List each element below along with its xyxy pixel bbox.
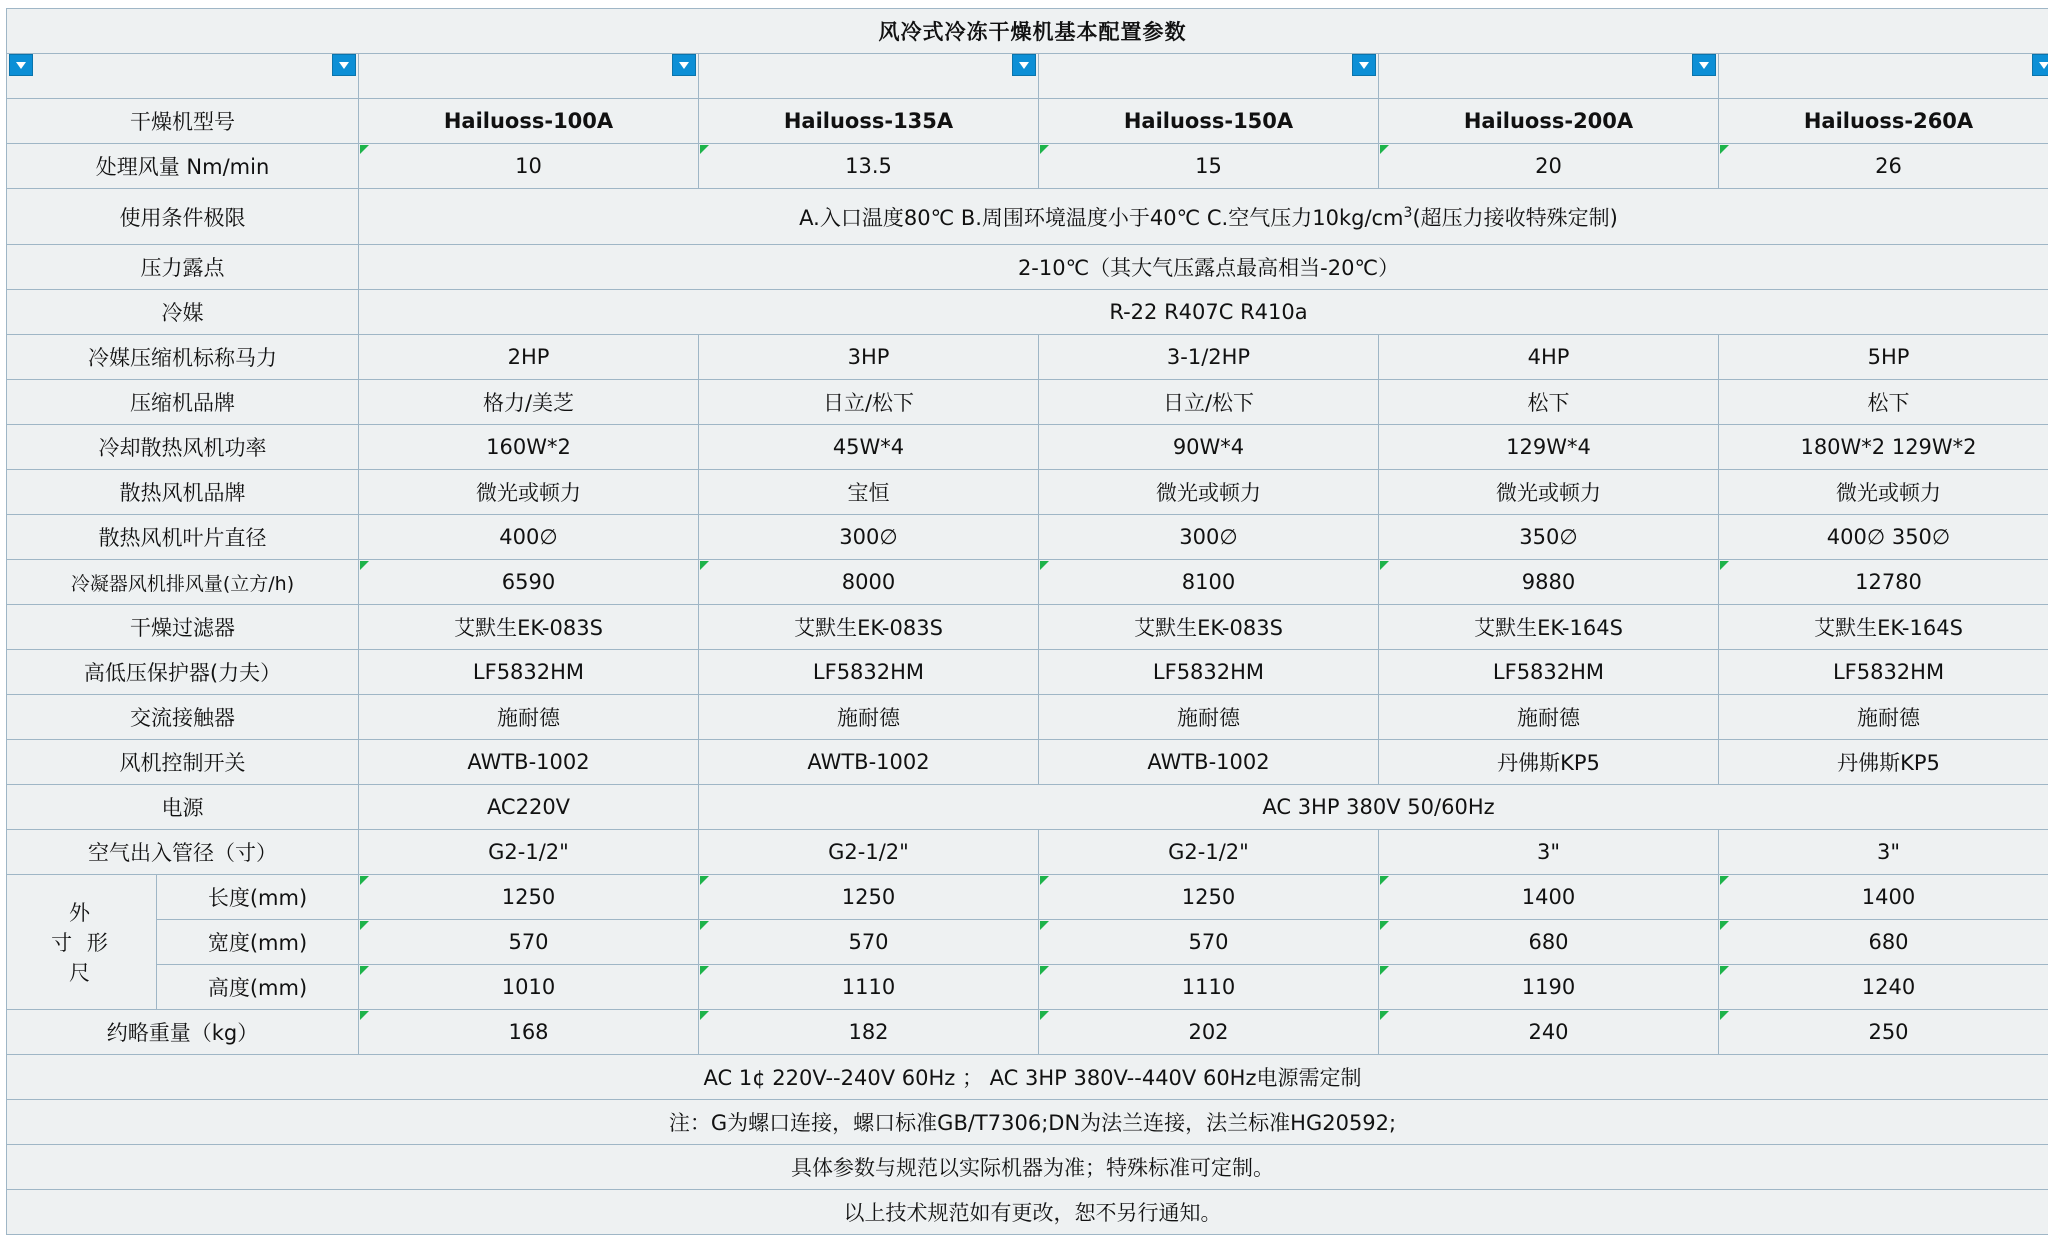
table-cell: LF5832HM — [1379, 650, 1719, 695]
row-label: 冷却散热风机功率 — [7, 425, 359, 470]
cell-marker-icon — [1040, 876, 1049, 885]
cell-marker-icon — [1380, 561, 1389, 570]
table-cell: 施耐德 — [699, 695, 1039, 740]
table-cell: LF5832HM — [1719, 650, 2048, 695]
cell-marker-icon — [360, 145, 369, 154]
table-cell — [699, 1010, 1039, 1055]
dimension-label-line: 尺 — [7, 957, 156, 987]
cell-marker-icon — [1720, 561, 1729, 570]
table-cell — [1379, 875, 1719, 920]
table-row — [7, 740, 2048, 785]
cell-marker-icon — [700, 966, 709, 975]
table-cell: 微光或顿力 — [1719, 470, 2048, 515]
table-cell: 180W*2 129W*2 — [1719, 425, 2048, 470]
row-label: 电源 — [7, 785, 359, 830]
table-cell: 格力/美芝 — [359, 380, 699, 425]
table-cell: 160W*2 — [359, 425, 699, 470]
table-row — [7, 875, 2048, 920]
cell-value: 250 — [1868, 1020, 1908, 1044]
table-cell: 90W*4 — [1039, 425, 1379, 470]
table-row — [7, 380, 2048, 425]
cell-value: 20 — [1535, 154, 1562, 178]
table-cell: 艾默生EK-164S — [1719, 605, 2048, 650]
footnote-text: 具体参数与规范以实际机器为准；特殊标准可定制。 — [7, 1145, 2048, 1190]
table-cell — [1039, 920, 1379, 965]
table-cell — [1039, 875, 1379, 920]
filter-cell-col1 — [359, 54, 699, 99]
table-cell: 3-1/2HP — [1039, 335, 1379, 380]
cell-marker-icon — [360, 561, 369, 570]
table-cell: 微光或顿力 — [1379, 470, 1719, 515]
row-label: 空气出入管径（寸） — [7, 830, 359, 875]
table-cell: 施耐德 — [1719, 695, 2048, 740]
filter-cell-col4 — [1379, 54, 1719, 99]
cell-marker-icon — [1380, 966, 1389, 975]
table-row — [7, 695, 2048, 740]
table-cell: 艾默生EK-083S — [359, 605, 699, 650]
table-cell: AWTB-1002 — [1039, 740, 1379, 785]
table-cell: LF5832HM — [359, 650, 699, 695]
filter-dropdown-icon[interactable] — [672, 54, 696, 76]
table-cell: 45W*4 — [699, 425, 1039, 470]
table-row — [7, 470, 2048, 515]
table-cell: 施耐德 — [1039, 695, 1379, 740]
filter-cell-label — [7, 54, 359, 99]
cell-marker-icon — [1380, 1011, 1389, 1020]
filter-button-row — [7, 54, 2048, 99]
table-cell: 2HP — [359, 335, 699, 380]
table-row — [7, 99, 2048, 144]
cell-value: 12780 — [1855, 570, 1922, 594]
cell-marker-icon — [1040, 145, 1049, 154]
page-title: 风冷式冷冻干燥机基本配置参数 — [7, 9, 2048, 54]
table-cell — [359, 965, 699, 1010]
table-cell — [1379, 920, 1719, 965]
table-cell — [359, 875, 699, 920]
table-cell — [1039, 965, 1379, 1010]
table-row — [7, 785, 2048, 830]
table-cell: Hailuoss-260A — [1719, 99, 2048, 144]
cell-value: 13.5 — [845, 154, 892, 178]
cell-marker-icon — [1380, 876, 1389, 885]
table-cell: 日立/松下 — [1039, 380, 1379, 425]
table-cell — [1039, 144, 1379, 189]
table-cell: 宝恒 — [699, 470, 1039, 515]
table-row — [7, 245, 2048, 290]
filter-cell-col3 — [1039, 54, 1379, 99]
table-cell — [1719, 144, 2048, 189]
row-label: 长度(mm) — [157, 875, 359, 920]
row-label: 压力露点 — [7, 245, 359, 290]
cell-value: 1250 — [1182, 885, 1235, 909]
cell-value: 570 — [1188, 930, 1228, 954]
filter-dropdown-icon[interactable] — [9, 54, 33, 76]
cell-value: 1110 — [1182, 975, 1235, 999]
cell-value: 26 — [1875, 154, 1902, 178]
row-label: 散热风机叶片直径 — [7, 515, 359, 560]
footnote-row — [7, 1100, 2048, 1145]
cell-marker-icon — [700, 921, 709, 930]
table-cell-merged: R-22 R407C R410a — [359, 290, 2048, 335]
cell-marker-icon — [1040, 561, 1049, 570]
table-cell: 4HP — [1379, 335, 1719, 380]
table-cell: G2-1/2" — [359, 830, 699, 875]
footnote-row — [7, 1055, 2048, 1100]
table-cell: Hailuoss-150A — [1039, 99, 1379, 144]
table-row — [7, 650, 2048, 695]
row-label: 处理风量 Nm/min — [7, 144, 359, 189]
cell-marker-icon — [1720, 921, 1729, 930]
table-cell: 松下 — [1719, 380, 2048, 425]
table-cell — [1379, 144, 1719, 189]
table-row — [7, 560, 2048, 605]
cell-value: 1240 — [1862, 975, 1915, 999]
dimension-label-line: 寸 形 — [7, 927, 156, 957]
row-label: 压缩机品牌 — [7, 380, 359, 425]
cell-value: 15 — [1195, 154, 1222, 178]
cell-value: 1250 — [502, 885, 555, 909]
cell-marker-icon — [700, 1011, 709, 1020]
table-cell: 3HP — [699, 335, 1039, 380]
cell-marker-icon — [360, 921, 369, 930]
table-cell: 松下 — [1379, 380, 1719, 425]
table-cell — [699, 875, 1039, 920]
cell-value: 8000 — [842, 570, 895, 594]
table-cell: 艾默生EK-083S — [1039, 605, 1379, 650]
table-cell — [1379, 560, 1719, 605]
row-label: 冷媒压缩机标称马力 — [7, 335, 359, 380]
table-row — [7, 965, 2048, 1010]
cell-value: 1190 — [1522, 975, 1575, 999]
table-row — [7, 920, 2048, 965]
table-cell: 3" — [1379, 830, 1719, 875]
cell-marker-icon — [700, 876, 709, 885]
table-cell: 400∅ — [359, 515, 699, 560]
row-label: 高度(mm) — [157, 965, 359, 1010]
filter-dropdown-icon[interactable] — [1012, 54, 1036, 76]
table-cell: G2-1/2" — [1039, 830, 1379, 875]
table-cell: Hailuoss-200A — [1379, 99, 1719, 144]
row-label: 散热风机品牌 — [7, 470, 359, 515]
filter-dropdown-icon[interactable] — [1692, 54, 1716, 76]
table-row — [7, 144, 2048, 189]
table-row — [7, 515, 2048, 560]
filter-dropdown-icon[interactable] — [332, 54, 356, 76]
table-cell: 350∅ — [1379, 515, 1719, 560]
table-cell — [1039, 560, 1379, 605]
table-cell — [1039, 1010, 1379, 1055]
table-cell: Hailuoss-100A — [359, 99, 699, 144]
cell-value: 240 — [1528, 1020, 1568, 1044]
filter-cell-col2 — [699, 54, 1039, 99]
table-row — [7, 425, 2048, 470]
row-label: 交流接触器 — [7, 695, 359, 740]
table-cell-merged: 2-10℃（其大气压露点最高相当-20℃） — [359, 245, 2048, 290]
row-label: 使用条件极限 — [7, 189, 359, 245]
table-cell: LF5832HM — [1039, 650, 1379, 695]
table-cell — [359, 560, 699, 605]
row-label: 干燥过滤器 — [7, 605, 359, 650]
footnote-row — [7, 1145, 2048, 1190]
cell-value: 8100 — [1182, 570, 1235, 594]
footnote-text: 注：G为螺口连接，螺口标准GB/T7306;DN为法兰连接，法兰标准HG20592; — [7, 1100, 2048, 1145]
dimension-label-line: 外 — [7, 897, 156, 927]
table-cell: 400∅ 350∅ — [1719, 515, 2048, 560]
cell-value: 182 — [848, 1020, 888, 1044]
filter-cell-col5 — [1719, 54, 2048, 99]
filter-dropdown-icon[interactable] — [1352, 54, 1376, 76]
spreadsheet-sheet — [0, 8, 2048, 1172]
table-cell: 300∅ — [1039, 515, 1379, 560]
cell-value: 680 — [1528, 930, 1568, 954]
table-cell: Hailuoss-135A — [699, 99, 1039, 144]
table-row — [7, 605, 2048, 650]
table-cell: 丹佛斯KP5 — [1379, 740, 1719, 785]
cell-marker-icon — [360, 966, 369, 975]
table-cell: 日立/松下 — [699, 380, 1039, 425]
row-label: 风机控制开关 — [7, 740, 359, 785]
cell-value: 1250 — [842, 885, 895, 909]
table-cell — [699, 920, 1039, 965]
cell-value: 680 — [1868, 930, 1908, 954]
table-cell: 微光或顿力 — [1039, 470, 1379, 515]
cell-value: 168 — [508, 1020, 548, 1044]
table-row — [7, 335, 2048, 380]
table-cell — [1719, 920, 2048, 965]
table-cell: 丹佛斯KP5 — [1719, 740, 2048, 785]
cell-value: 570 — [848, 930, 888, 954]
table-row — [7, 189, 2048, 245]
cell-value: 9880 — [1522, 570, 1575, 594]
table-cell: 5HP — [1719, 335, 2048, 380]
row-label: 高低压保护器(力夫） — [7, 650, 359, 695]
row-label: 约略重量（kg） — [7, 1010, 359, 1055]
table-row — [7, 1010, 2048, 1055]
footnote-text: AC 1¢ 220V--240V 60Hz ； AC 3HP 380V--440V 60Hz电源需定制 — [7, 1055, 2048, 1100]
cell-marker-icon — [1720, 1011, 1729, 1020]
table-cell — [1379, 1010, 1719, 1055]
table-cell: AWTB-1002 — [359, 740, 699, 785]
cell-marker-icon — [1720, 145, 1729, 154]
table-cell: 施耐德 — [359, 695, 699, 740]
cell-marker-icon — [1380, 145, 1389, 154]
table-cell — [699, 144, 1039, 189]
row-label: 宽度(mm) — [157, 920, 359, 965]
table-cell — [359, 1010, 699, 1055]
table-cell: AWTB-1002 — [699, 740, 1039, 785]
cell-value: 1400 — [1522, 885, 1575, 909]
cell-marker-icon — [700, 145, 709, 154]
table-cell-merged: AC 3HP 380V 50/60Hz — [699, 785, 2048, 830]
table-row — [7, 290, 2048, 335]
row-label: 冷凝器风机排风量(立方/h) — [7, 560, 359, 605]
table-cell: 微光或顿力 — [359, 470, 699, 515]
cell-marker-icon — [700, 561, 709, 570]
table-cell: 129W*4 — [1379, 425, 1719, 470]
table-cell — [699, 965, 1039, 1010]
table-cell: 施耐德 — [1379, 695, 1719, 740]
dimension-group-label — [7, 875, 157, 1010]
row-label: 冷媒 — [7, 290, 359, 335]
row-label: 干燥机型号 — [7, 99, 359, 144]
table-cell: 300∅ — [699, 515, 1039, 560]
cell-marker-icon — [1040, 1011, 1049, 1020]
cell-value: 1110 — [842, 975, 895, 999]
table-cell — [699, 560, 1039, 605]
table-cell: G2-1/2" — [699, 830, 1039, 875]
cell-marker-icon — [1380, 921, 1389, 930]
footnote-row — [7, 1190, 2048, 1235]
cell-value: 202 — [1188, 1020, 1228, 1044]
cell-marker-icon — [1720, 966, 1729, 975]
cell-value: 10 — [515, 154, 542, 178]
table-cell: 艾默生EK-083S — [699, 605, 1039, 650]
cell-marker-icon — [1720, 876, 1729, 885]
cell-value: 1010 — [502, 975, 555, 999]
table-cell: 艾默生EK-164S — [1379, 605, 1719, 650]
table-cell — [1379, 965, 1719, 1010]
table-cell — [359, 920, 699, 965]
cell-value: 1400 — [1862, 885, 1915, 909]
spec-table — [6, 8, 2048, 1235]
cell-value: 6590 — [502, 570, 555, 594]
cell-marker-icon — [360, 1011, 369, 1020]
table-row — [7, 830, 2048, 875]
cell-marker-icon — [1040, 966, 1049, 975]
cell-value: 570 — [508, 930, 548, 954]
table-cell: AC220V — [359, 785, 699, 830]
table-cell-merged: A.入口温度80℃ B.周围环境温度小于40℃ C.空气压力$10kg/cm^3$(超压力接收特殊定制) — [359, 189, 2048, 245]
table-title-row — [7, 9, 2048, 54]
filter-dropdown-icon[interactable] — [2032, 54, 2048, 76]
table-cell: LF5832HM — [699, 650, 1039, 695]
table-cell — [359, 144, 699, 189]
table-cell — [1719, 875, 2048, 920]
table-cell — [1719, 1010, 2048, 1055]
table-cell — [1719, 965, 2048, 1010]
table-cell: 3" — [1719, 830, 2048, 875]
cell-marker-icon — [360, 876, 369, 885]
table-cell — [1719, 560, 2048, 605]
footnote-text: 以上技术规范如有更改，恕不另行通知。 — [7, 1190, 2048, 1235]
cell-marker-icon — [1040, 921, 1049, 930]
